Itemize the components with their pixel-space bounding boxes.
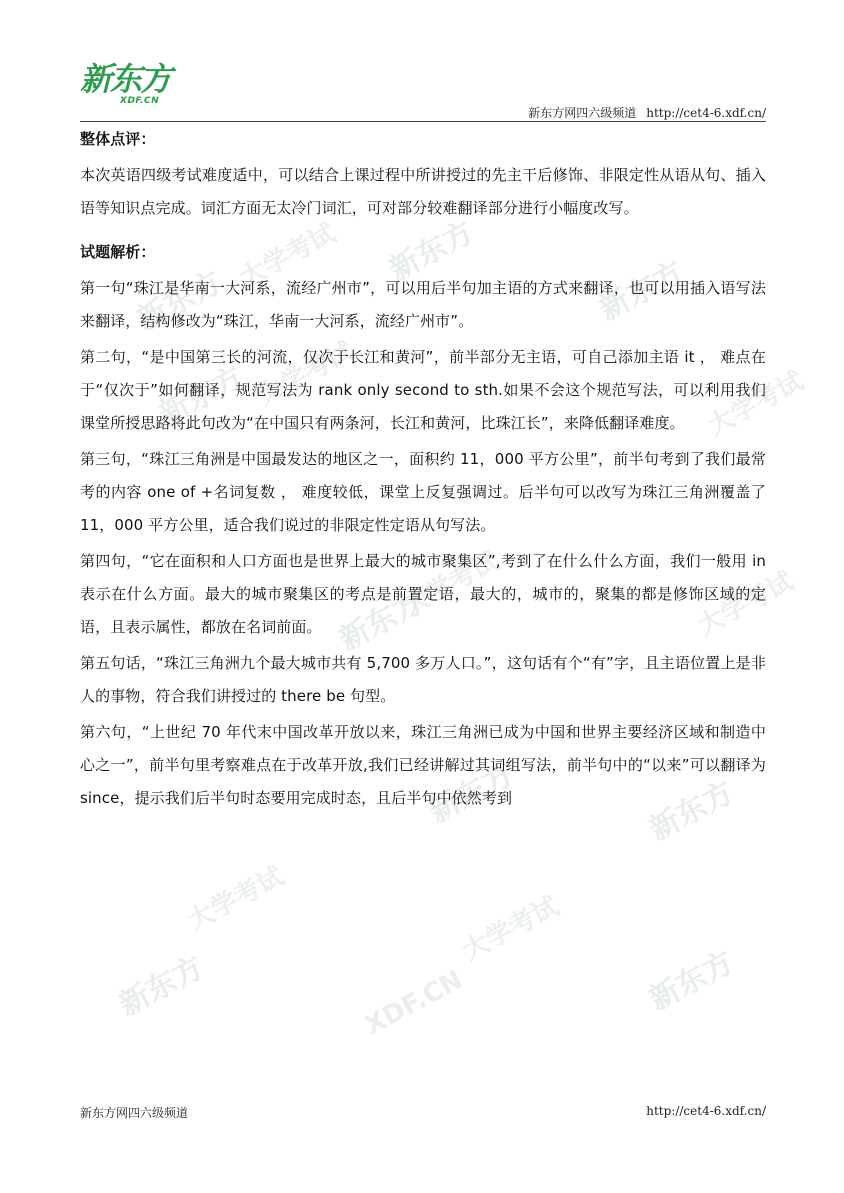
header-channel <box>528 104 766 121</box>
logo-subtext: XDF.CN <box>120 96 160 106</box>
analysis-paragraph-4: 第四句，“它在面积和人口方面也是世界上最大的城市聚集区”,考到了在什么什么方面，我们一般用 in 表示在什么方面。最大的城市聚集区的考点是前置定语，最大的，城市的，聚集的都是修饰区域的定语，且表示属性，都放在名词前面。 <box>80 552 766 636</box>
xdf-logo <box>80 62 190 110</box>
header-channel-name: 新东方网四六级频道 <box>528 106 637 120</box>
analysis-paragraph-1: 第一句“珠江是华南一大河系，流经广州市”，可以用后半句加主语的方式来翻译，也可以用插入语写法来翻译，结构修改为“珠江，华南一大河系，流经广州市”。 <box>80 279 766 330</box>
page-header <box>80 60 766 122</box>
analysis-paragraph-3: 第三句，“珠江三角洲是中国最发达的地区之一，面积约 11，000 平方公里”，前半句考到了我们最常考的内容 one of +名词复数 ， 难度较低，课堂上反复强调过。后半句可以改写为珠江三角洲覆盖了 11，000 平方公里，适合我们说过的非限定性定语从句写法。 <box>80 450 766 534</box>
analysis-paragraph-6: 第六句，“上世纪 70 年代末中国改革开放以来，珠江三角洲已成为中国和世界主要经济区域和制造中心之一”，前半句里考察难点在于改革开放,我们已经讲解过其词组写法，前半句中的“以来”可以翻译为 since，提示我们后半句时态要用完成时态，且后半句中依然考到 <box>80 723 766 807</box>
page-footer <box>80 1104 766 1121</box>
footer-channel: 新东方网四六级频道 <box>80 1106 189 1120</box>
watermark-text: 大学考试 <box>397 546 504 622</box>
document-body <box>80 123 766 815</box>
watermark-logo: 新东方 <box>113 949 210 1023</box>
watermark-text: 大学考试 <box>234 218 341 294</box>
watermark-logo: 新东方 <box>643 944 740 1018</box>
watermark-text: 大学考试 <box>702 366 809 442</box>
analysis-paragraph-5: 第五句话，“珠江三角洲九个最大城市共有 5,700 多万人口。”，这句话有个“有”字，且主语位置上是非人的事物，符合我们讲授过的 there be 句型。 <box>80 654 766 705</box>
watermark-text: 大学考试 <box>457 891 564 967</box>
header-url[interactable]: http://cet4-6.xdf.cn/ <box>646 106 766 120</box>
review-heading: 整体点评： <box>80 130 156 148</box>
analysis-heading: 试题解析： <box>80 243 156 261</box>
review-paragraph: 本次英语四级考试难度适中，可以结合上课过程中所讲授过的先主干后修饰、非限定性从语从句、插入语等知识点完成。词汇方面无太冷门词汇，可对部分较难翻译部分进行小幅度改写。 <box>80 166 766 217</box>
watermark-logo: 新东方 <box>643 774 740 848</box>
watermark-logo: 新东方 <box>333 584 430 658</box>
logo-text: 新东方 <box>80 60 171 98</box>
watermark-text: 大学考试 <box>182 861 289 937</box>
footer-url[interactable]: http://cet4-6.xdf.cn/ <box>646 1104 766 1118</box>
watermark-logo: 新东方 <box>153 359 250 433</box>
watermark-logo: 新东方 <box>423 756 520 830</box>
watermark-text: 大学考试 <box>252 336 359 412</box>
watermark-logo: 新东方 <box>131 264 228 338</box>
watermark-text: 大学考试 <box>692 566 799 642</box>
watermark-logo-sub: XDF.CN <box>360 965 468 1042</box>
watermark-logo: 新东方 <box>383 214 480 288</box>
analysis-paragraph-2: 第二句，“是中国第三长的河流，仅次于长江和黄河”，前半部分无主语，可自己添加主语 it ， 难点在于“仅次于”如何翻译，规范写法为 rank only second to sth.如果不会这个规范写法，可以利用我们课堂所授思路将此句改为“在中国只有两条河，长江和黄河，比珠江长”，来降低翻译难度。 <box>80 348 766 432</box>
header-divider <box>80 121 766 122</box>
watermark-logo: 新东方 <box>593 254 690 328</box>
